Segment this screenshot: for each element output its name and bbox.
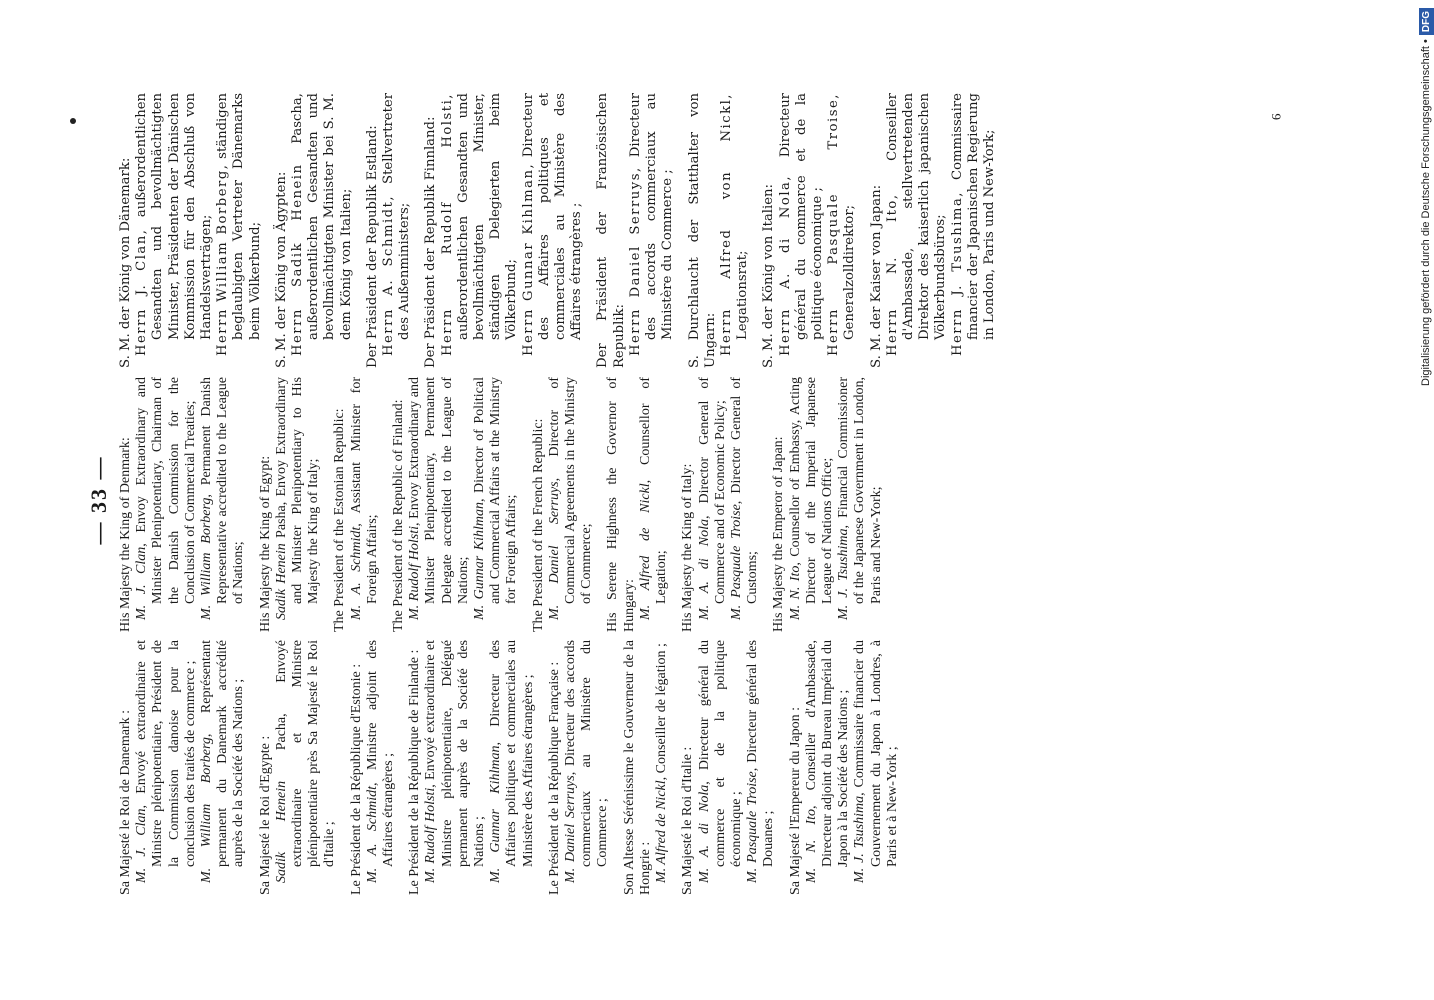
delegate-entry: [274, 377, 323, 632]
delegate-title: Envoy Extraordinary and Minister Plenipotentiary, Permanent Delegate accredited to the League of Nations;: [407, 377, 471, 604]
head-of-state: His Majesty the Emperor of Japan:: [771, 436, 787, 632]
head-of-state: The President of the Republic of Finland:: [391, 399, 407, 632]
head-of-state: Der Präsident der Französischen Republik:: [595, 93, 627, 368]
delegate-title: Directeur des accords commerciaux au Ministère du Commerce ;: [563, 640, 611, 867]
delegate-entry: [521, 93, 586, 368]
delegate-title: Commissaire financier du Gouvernement du Japon à Londres, à Paris et à New-York ;: [852, 640, 900, 867]
delegate-title: Conseiller de légation ;: [654, 643, 670, 777]
signatory-entry: [118, 93, 264, 368]
delegate-entry: [950, 93, 999, 368]
delegate-title: Directeur des Affaires politiques et commerciales au Ministère des Affaires étrangères ;: [520, 93, 585, 340]
delegate-title: Legationsrat;: [735, 250, 751, 340]
signatory-entry: [680, 377, 761, 632]
delegate-entry: [290, 93, 355, 368]
delegate-title: Représentant permanent du Danemark accrédité auprès de la Société des Nations ;: [199, 640, 247, 867]
delegate-title: Director of Political and Commercial Affairs at the Ministry for Foreign Affairs;: [472, 377, 520, 604]
signatory-entry: [365, 93, 414, 368]
delegate-title: Commissaire financier der Japanischen Regierung in London, Paris und New-York;: [949, 93, 997, 340]
signatory-entry: [605, 377, 670, 632]
signatory-entry: [622, 640, 671, 895]
delegate-title: Directeur général du commerce et de la politique économique ;: [777, 93, 825, 340]
delegate-name: M. Alfred de Nickl,: [654, 776, 670, 883]
delegate-name: M. A. Schmidt,: [364, 782, 380, 883]
head-of-state: Le Président de la République Française :: [546, 661, 562, 895]
head-of-state: S. M. der Kaiser von Japan:: [868, 184, 884, 368]
delegate-title: Envoy Extraordinary and Minister Plenipotentiary, Chairman of the Danish Commission for the Conclusion of Commercial Treaties;: [134, 376, 198, 604]
head-of-state: His Serene Highness the Governor of Hungary:: [605, 377, 637, 632]
delegate-name: Herrn Daniel Serruys,: [627, 166, 643, 356]
delegate-title: Permanent Danish Representative accredited to the League of Nations;: [199, 377, 247, 604]
signatory-entry: [118, 640, 248, 895]
delegate-name: M. Daniel Serruys,: [546, 477, 562, 620]
signatory-entry: [680, 640, 777, 895]
delegate-title: Pasha, Envoy Extraordinary and Minister Plenipotentiary to His Majesty the King of Italy;: [273, 377, 322, 604]
delegate-name: M. Rudolf Holsti,: [423, 784, 439, 883]
delegate-title: Directeur général du commerce et de la politique économique ;: [696, 640, 744, 867]
delegate-entry: [199, 640, 248, 895]
digitization-credit: [1418, 8, 1434, 992]
signatory-entry: [771, 377, 884, 632]
delegate-name: Sadik Henein: [273, 543, 289, 620]
delegate-name: Herrn J. Clan,: [134, 228, 150, 356]
delegate-title: Envoyé extraordinaire et Ministre plénipotentiaire, Délégué permanent auprès de la Société des Nations ;: [423, 640, 488, 867]
delegate-entry: [885, 93, 950, 368]
delegate-entry: [440, 93, 521, 368]
credit-text: Digitalisierung gefördert durch die Deutsche Forschungsgemeinschaft •: [1420, 39, 1432, 386]
delegate-title: Generalzolldirektor;: [842, 204, 858, 340]
delegate-name: Herrn Sadik Henein: [290, 163, 306, 356]
delegate-title: Envoyé extraordinaire et Ministre plénipotentiaire, Président de la Commission danoise pour la conclusion des traités de commerce ;: [134, 640, 198, 867]
delegate-name: Herrn Pasquale Troise,: [826, 93, 842, 356]
delegate-entry: [697, 640, 746, 895]
delegate-name: Sadik Henein: [273, 780, 289, 883]
dfg-logo: DFG: [1419, 8, 1434, 35]
delegate-title: Financial Commissioner of the Japanese Government in London, Paris and New-York;: [836, 377, 884, 604]
delegate-name: M. N. Ito,: [787, 562, 803, 620]
signatory-entry: [258, 377, 323, 632]
signatory-entry: [788, 640, 901, 895]
french-text-column: [118, 640, 911, 895]
signatory-entry: [274, 93, 355, 368]
delegate-entry: [638, 377, 670, 632]
delegate-name: Herrn A. di Nola,: [777, 174, 793, 356]
head-of-state: Le Président de la République de Finlande :: [407, 649, 423, 895]
delegate-title: Ministre adjoint des Affaires étrangères ;: [364, 640, 397, 867]
delegate-title: Counsellor of Embassy, Acting Director of the Imperial Japanese League of Nations Office;: [787, 377, 835, 604]
delegate-title: Pacha, Envoyé extraordinaire et Ministre plénipotentiaire près Sa Majesté le Roi d'Italie ;: [273, 640, 338, 867]
head-of-state: S. M. der König von Ägypten:: [273, 171, 289, 368]
english-text-column: [118, 377, 895, 632]
delegate-entry: [836, 377, 885, 632]
delegate-name: M. Gunnar Kihlman,: [472, 498, 488, 620]
signatory-entry: [407, 640, 537, 895]
signatory-entry: [869, 93, 999, 368]
ink-spot: [70, 118, 76, 124]
delegate-name: Herrn Gunnar Kihlman,: [520, 162, 536, 356]
signatory-entry: [595, 93, 676, 368]
delegate-entry: [778, 93, 827, 368]
delegate-name: M. William Borberg,: [199, 494, 215, 620]
delegate-entry: [488, 640, 537, 895]
delegate-title: ständigen beglaubigten Vertreter Dänemarks beim Völkerbund;: [215, 92, 263, 340]
delegate-name: M. William Borberg,: [199, 733, 215, 883]
head-of-state: His Majesty the King of Denmark:: [118, 437, 133, 632]
delegate-entry: [547, 377, 596, 632]
delegate-title: Conseiller d'Ambassade, Directeur adjoint du Bureau Impérial du Japon à la Société des Nations ;: [803, 640, 852, 867]
delegate-name: M. J. Tsushima,: [852, 792, 868, 883]
german-text-column: [118, 93, 1008, 368]
signatory-entry: [423, 93, 585, 368]
head-of-state: S. M. der König von Dänemark:: [118, 157, 133, 368]
delegate-title: Director General of Commerce and of Economic Policy;: [696, 377, 728, 604]
delegate-entry: [628, 93, 677, 368]
delegate-title: Directeur des Affaires politiques et commerciales au Ministère des Affaires étrangères ;: [488, 640, 536, 867]
delegate-title: Directeur des accords commerciaux au Ministère du Commerce ;: [627, 93, 676, 340]
head-of-state: Sa Majesté le Roi de Danemark :: [118, 709, 133, 895]
delegate-title: Counsellor of Legation;: [637, 377, 670, 604]
signatory-entry: [547, 640, 612, 895]
head-of-state: Sa Majesté le Roi d'Egypte :: [257, 735, 273, 895]
delegate-entry: [654, 640, 670, 895]
delegate-title: Directeur général des Douanes ;: [745, 639, 777, 867]
delegate-name: M. Daniel Serruys,: [563, 771, 579, 883]
delegate-entry: [134, 93, 215, 368]
delegate-name: M. A. di Nola,: [696, 781, 712, 883]
delegate-entry: [719, 93, 751, 368]
delegate-entry: [134, 377, 199, 632]
delegate-name: M. Gunnar Kihlman,: [488, 742, 504, 883]
head-of-state: Der Präsident der Republik Estland:: [364, 125, 380, 368]
signatory-entry: [531, 377, 596, 632]
delegate-entry: [423, 640, 488, 895]
head-of-state: The President of the Estonian Republic:: [332, 408, 348, 632]
delegate-name: M. J. Tsushima,: [836, 525, 852, 620]
delegate-title: Stellvertreter des Außenministers;: [381, 92, 413, 340]
head-of-state: Le Président de la République d'Estonie :: [348, 663, 364, 895]
signatory-entry: [349, 640, 398, 895]
head-of-state: S. M. der König von Italien:: [761, 184, 777, 368]
delegate-entry: [381, 93, 413, 368]
delegate-title: Assistant Minister for Foreign Affairs;: [348, 377, 380, 604]
delegate-name: M. Rudolf Holsti,: [407, 522, 423, 620]
delegate-name: M. N. Ito,: [803, 805, 819, 883]
delegate-entry: [745, 640, 777, 895]
signatory-entry: [258, 640, 339, 895]
delegate-entry: [852, 640, 901, 895]
delegate-title: Director of Commercial Agreements in the Ministry of Commerce;: [546, 377, 595, 604]
signatory-entry: [687, 93, 752, 368]
page-number: — 33 —: [86, 455, 111, 545]
page-signature: 9: [1269, 113, 1284, 120]
head-of-state: His Majesty the King of Egypt:: [257, 455, 273, 632]
delegate-entry: [274, 640, 339, 895]
delegate-entry: [804, 640, 853, 895]
delegate-name: M. Pasquale Troise,: [728, 500, 744, 620]
delegate-name: M. A. di Nola,: [696, 515, 712, 620]
delegate-entry: [199, 377, 248, 632]
delegate-name: Herrn Alfred von Nickl,: [718, 93, 734, 356]
delegate-name: M. J. Clan,: [134, 804, 150, 883]
delegate-entry: [788, 377, 837, 632]
delegate-title: außerordentlichen Gesandten und bevollmächtigten Minister, Präsidenten der Dänischen Kommission für den Abschluß von Handelsverträgen;: [134, 92, 215, 340]
delegate-entry: [729, 377, 761, 632]
delegate-entry: [826, 93, 858, 368]
delegate-title: Pascha, außerordentlichen Gesandten und bevollmächtigten Minister bei S. M. dem König von Italien;: [290, 93, 354, 340]
delegate-name: Herrn William Borberg,: [215, 163, 231, 356]
delegate-name: Herrn N. Ito,: [884, 193, 900, 356]
delegate-name: M. Alfred de Nickl,: [637, 479, 653, 620]
delegate-entry: [697, 377, 729, 632]
signatory-entry: [391, 377, 521, 632]
delegate-name: Herrn Rudolf Holsti,: [439, 93, 455, 356]
delegate-entry: [472, 377, 521, 632]
head-of-state: S. Durchlaucht der Statthalter von Ungarn:: [686, 93, 718, 368]
delegate-entry: [407, 377, 472, 632]
signatory-entry: [332, 377, 381, 632]
delegate-title: Conseiller d'Ambassade, stellvertretenden Direktor des kaiserlich japanischen Völkerbundsbüros;: [884, 93, 949, 340]
delegate-entry: [215, 93, 264, 368]
head-of-state: His Majesty the King of Italy:: [680, 463, 696, 632]
head-of-state: The President of the French Republic:: [530, 418, 546, 632]
delegate-name: M. J. Clan,: [134, 543, 150, 620]
delegate-name: M. A. Schmidt,: [348, 523, 364, 620]
delegate-entry: [365, 640, 397, 895]
delegate-entry: [349, 377, 381, 632]
delegate-name: Herrn A. Schmidt,: [381, 194, 397, 356]
head-of-state: Der Präsident der Republik Finnland:: [423, 116, 439, 368]
delegate-entry: [134, 640, 199, 895]
signatory-entry: [118, 377, 248, 632]
head-of-state: Sa Majesté le Roi d'Italie :: [680, 746, 696, 895]
delegate-name: M. Pasquale Troise,: [745, 767, 761, 883]
delegate-title: außerordentlichen Gesandten und bevollmächtigten Minister, ständigen Delegierten beim Völkerbund;: [455, 93, 520, 340]
head-of-state: Sa Majesté l'Empereur du Japon :: [787, 707, 803, 895]
delegate-name: Herrn J. Tsushima,: [949, 191, 965, 356]
delegate-title: Director General of Customs;: [728, 377, 761, 604]
delegate-entry: [563, 640, 612, 895]
head-of-state: Son Altesse Sérénissime le Gouverneur de la Hongrie :: [621, 640, 653, 895]
signatory-entry: [761, 93, 858, 368]
